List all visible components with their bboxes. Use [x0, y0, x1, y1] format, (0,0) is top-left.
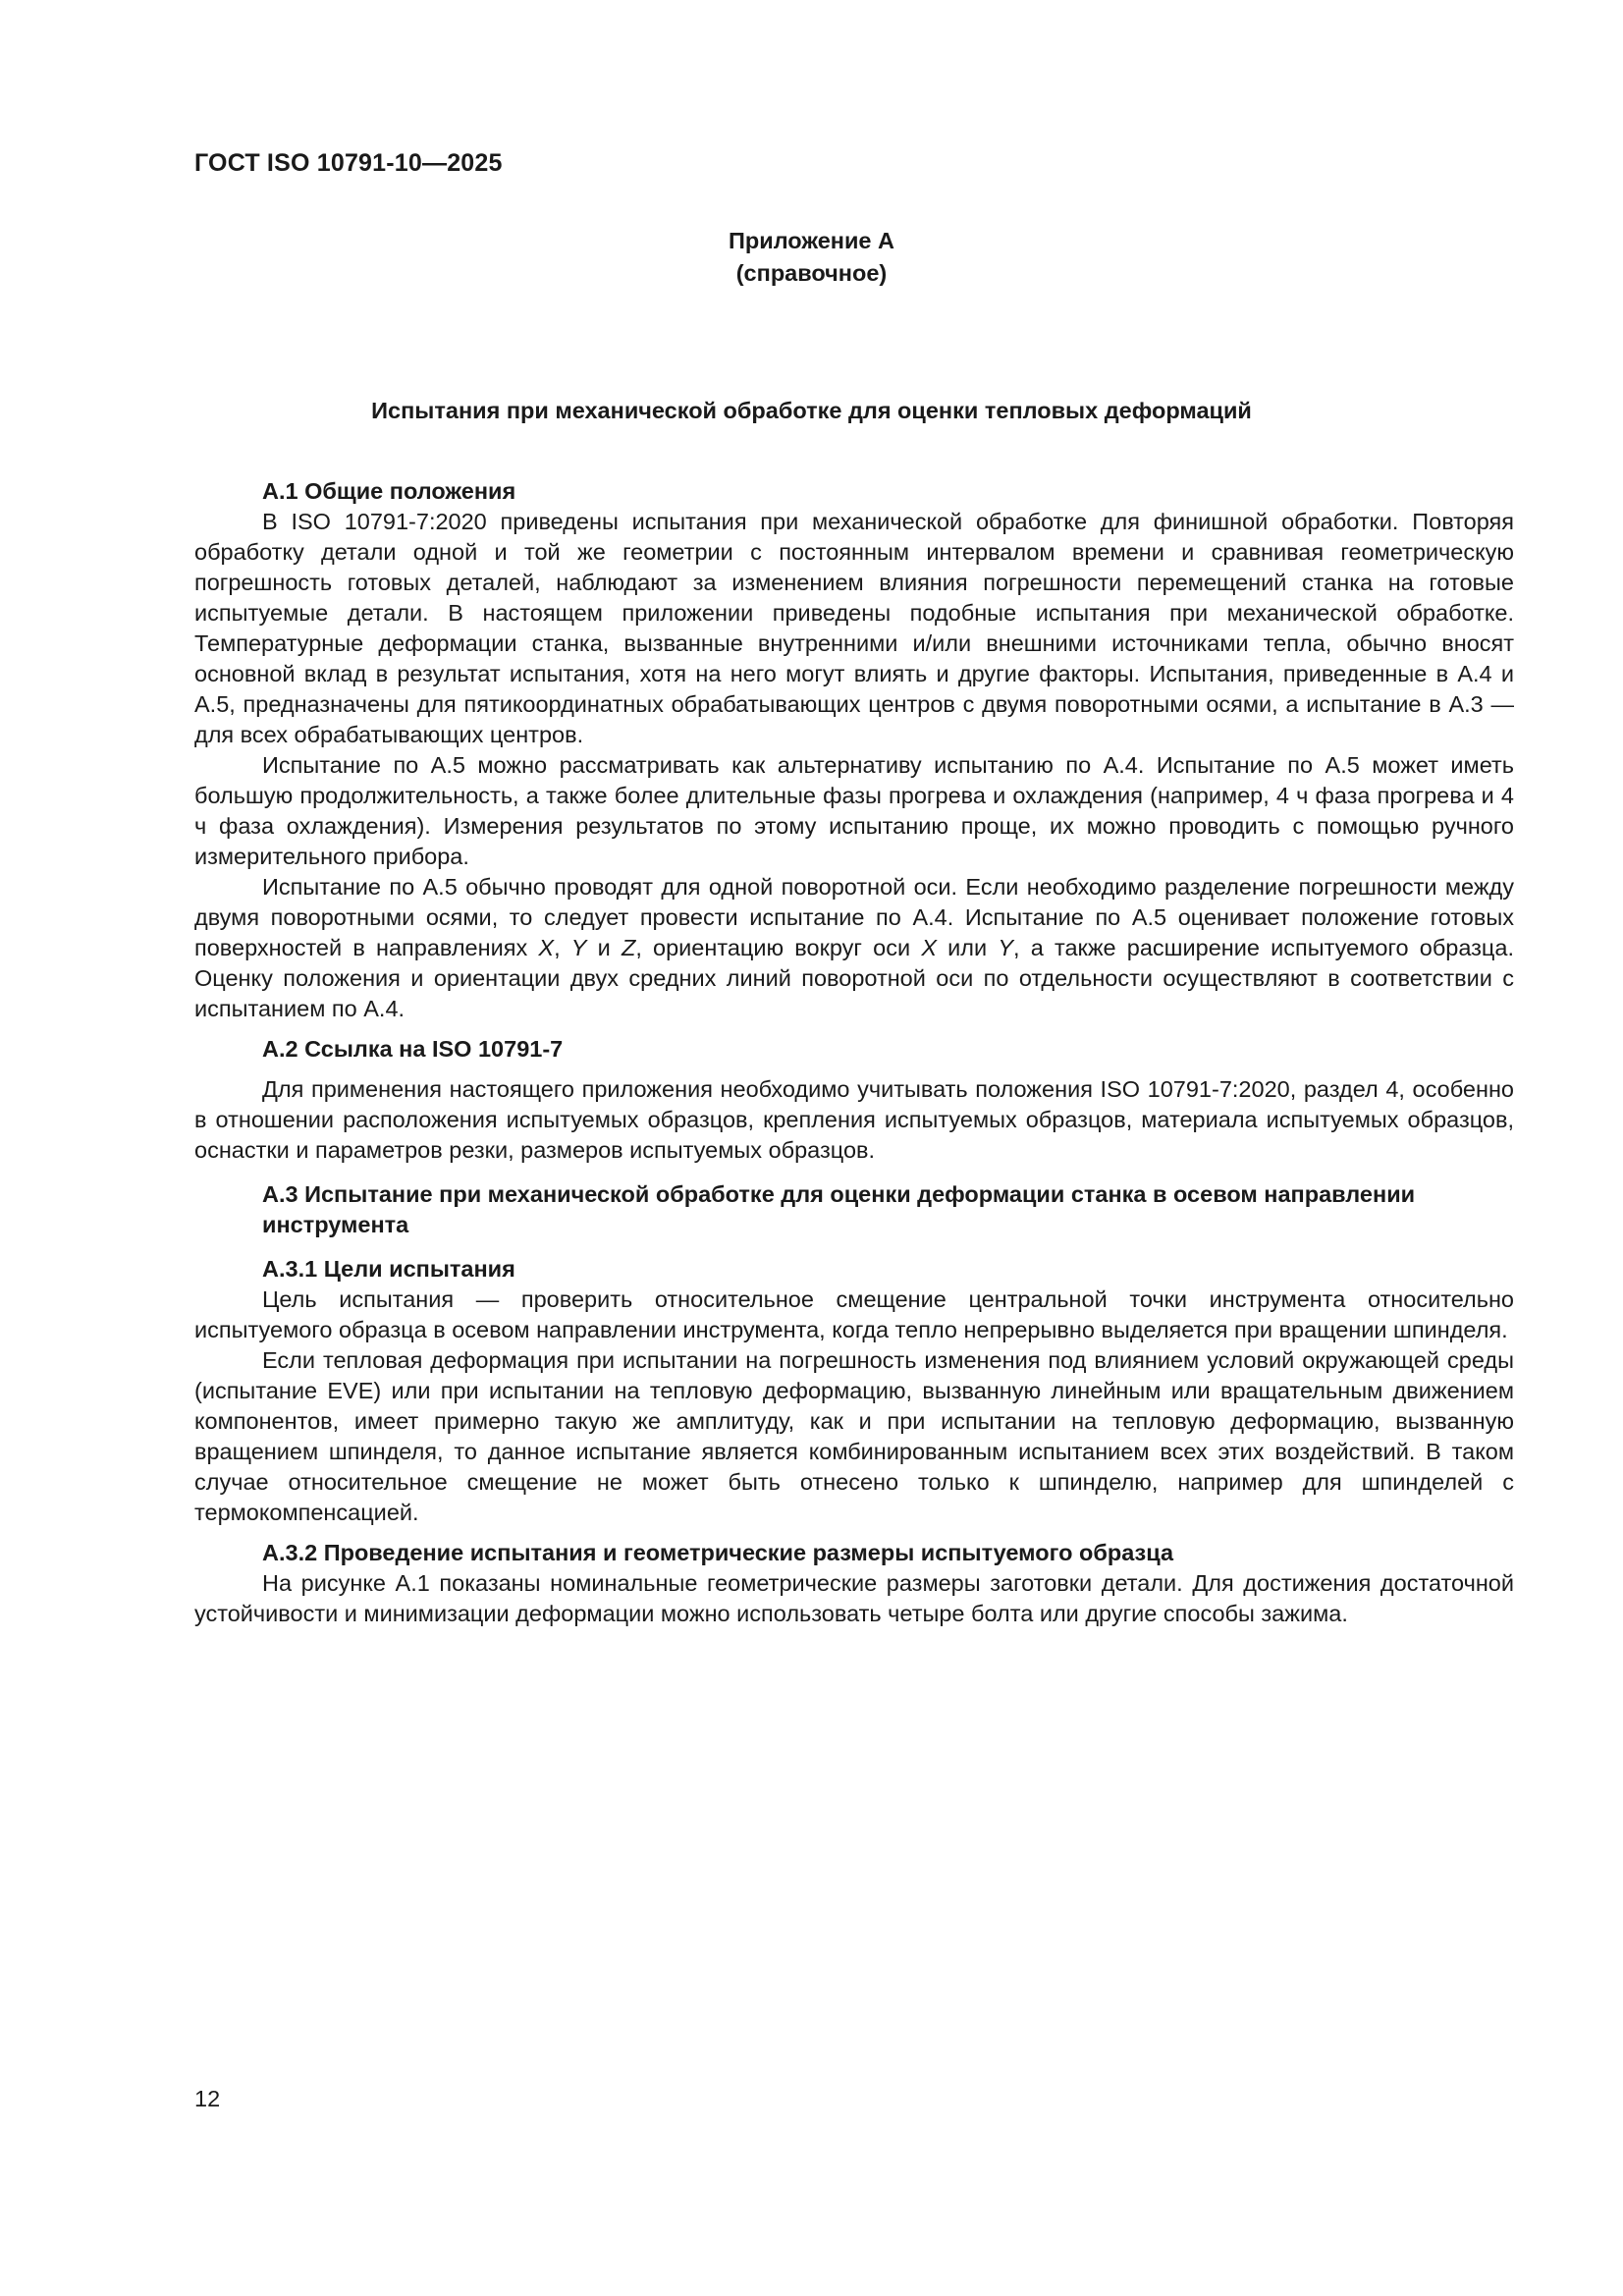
text-run: и	[586, 935, 622, 960]
axis-y: Y	[570, 935, 587, 960]
section-heading-a31: А.3.1 Цели испытания	[262, 1256, 515, 1282]
annex-label: Приложение А	[729, 228, 894, 253]
page-number: 12	[194, 2086, 221, 2111]
section-heading-a1: А.1 Общие положения	[262, 478, 516, 504]
text-run: Испытание по А.5 обычно проводят для одной поворотной оси. Если необходимо разделение погрешности между двумя поворотными осями, то следует провести испытание по А.4. Испытание по А.5 оценивает положение готовых поверхностей в направлениях	[194, 874, 1514, 960]
axis-z: Z	[621, 935, 636, 960]
paragraph-a1-3	[194, 872, 1514, 1024]
document-header: ГОСТ ISO 10791-10—2025	[194, 149, 503, 177]
section-heading-a3: А.3 Испытание при механической обработке для оценки деформации станка в осевом направлении инструмента	[262, 1181, 1416, 1237]
annex-title: Испытания при механической обработке для оценки тепловых деформаций	[371, 398, 1252, 423]
section-heading-a32: А.3.2 Проведение испытания и геометрические размеры испытуемого образца	[262, 1540, 1174, 1565]
paragraph-a31-1: Цель испытания — проверить относительное смещение центральной точки инструмента относительно испытуемого образца в осевом направлении инструмента, когда тепло непрерывно выделяется при вращении шпинделя.	[194, 1286, 1514, 1342]
annex-label-block	[0, 225, 1623, 290]
paragraph-a2-1: Для применения настоящего приложения необходимо учитывать положения ISO 10791-7:2020, раздел 4, особенно в отношении расположения испытуемых образцов, крепления испытуемых образцов, материала испытуемых образцов, оснастки и параметров резки, размеров испытуемых образцов.	[194, 1076, 1514, 1163]
axis-y: Y	[998, 935, 1014, 960]
text-run: , а также расширение испытуемого образца. Оценку положения и ориентации двух средних линий поворотной оси по отдельности осуществляют в соответствии с испытанием по А.4.	[194, 935, 1514, 1021]
document-body	[194, 476, 1514, 1629]
paragraph-a1-1: В ISO 10791-7:2020 приведены испытания при механической обработке для финишной обработки. Повторяя обработку детали одной и той же геометрии с постоянным интервалом времени и сравнивая геометрическую погрешность готовых деталей, наблюдают за изменением влияния погрешности перемещений станка на готовые испытуемые детали. В настоящем приложении приведены подобные испытания при механической обработке. Температурные деформации станка, вызванные внутренними и/или внешними источниками тепла, обычно вносят основной вклад в результат испытания, хотя на него могут влиять и другие факторы. Испытания, приведенные в А.4 и А.5, предназначены для пятикоординатных обрабатывающих центров с двумя поворотными осями, а испытание в А.3 — для всех обрабатывающих центров.	[194, 509, 1514, 747]
paragraph-a32-1: На рисунке А.1 показаны номинальные геометрические размеры заготовки детали. Для достижения достаточной устойчивости и минимизации деформации можно использовать четыре болта или другие способы зажима.	[194, 1570, 1514, 1626]
axis-x: X	[921, 935, 937, 960]
text-run: ,	[554, 935, 571, 960]
text-run: , ориентацию вокруг оси	[635, 935, 922, 960]
section-heading-a2: А.2 Ссылка на ISO 10791-7	[262, 1036, 564, 1062]
axis-x: X	[538, 935, 555, 960]
paragraph-a31-2: Если тепловая деформация при испытании на погрешность изменения под влиянием условий окружающей среды (испытание EVE) или при испытании на тепловую деформацию, вызванную линейным или вращательным движением компонентов, имеет примерно такую же амплитуду, как и при испытании на тепловую деформацию, вызванную вращением шпинделя, то данное испытание является комбинированным испытанием всех этих воздействий. В таком случае относительное смещение не может быть отнесено только к шпинделю, например для шпинделей с термокомпенсацией.	[194, 1347, 1514, 1525]
paragraph-a1-2: Испытание по А.5 можно рассматривать как альтернативу испытанию по А.4. Испытание по А.5 может иметь большую продолжительность, а также более длительные фазы прогрева и охлаждения (например, 4 ч фаза прогрева и 4 ч фаза охлаждения). Измерения результатов по этому испытанию проще, их можно проводить с помощью ручного измерительного прибора.	[194, 752, 1514, 869]
annex-status: (справочное)	[735, 260, 888, 286]
text-run: или	[937, 935, 999, 960]
